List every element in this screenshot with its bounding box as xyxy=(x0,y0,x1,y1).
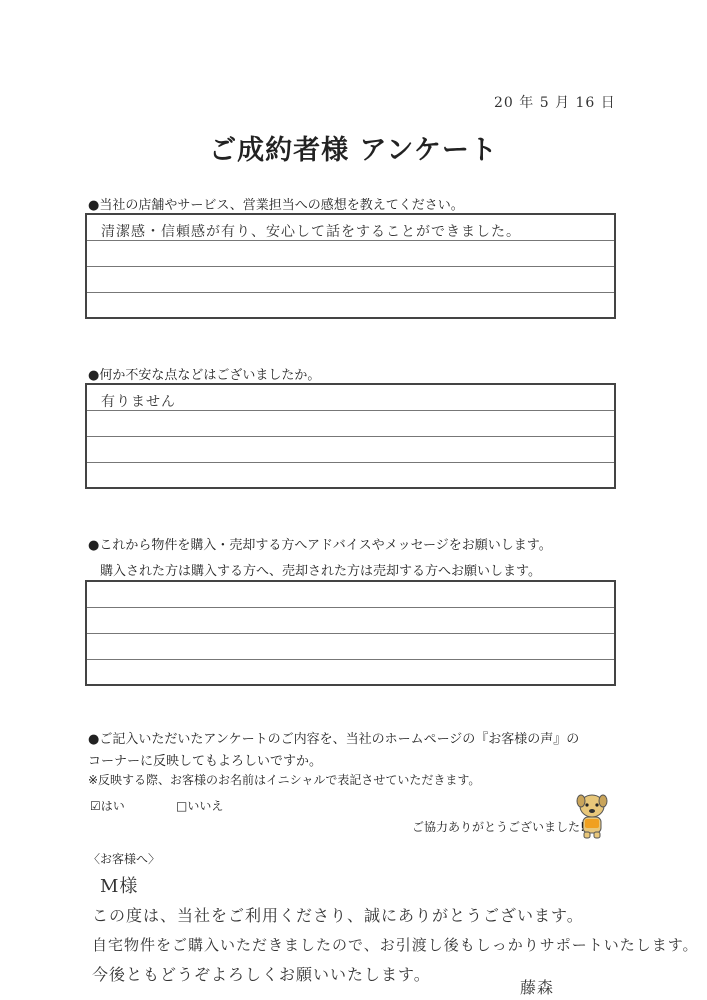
reply-line-2: 自宅物件をご購入いただきましたので、お引渡し後もしっかりサポートいたします。 xyxy=(92,936,699,954)
reply-to-label: 〈お客様へ〉 xyxy=(88,852,161,866)
question-2-label: ●何か不安な点などはございましたか。 xyxy=(88,368,321,383)
survey-date: 20 年 5 月 16 日 xyxy=(494,95,616,111)
question-1-label: ●当社の店舗やサービス、営業担当への感想を教えてください。 xyxy=(88,198,464,213)
reply-line-3: 今後ともどうぞよろしくお願いいたします。 xyxy=(92,965,431,984)
consent-no-option[interactable] xyxy=(176,797,223,814)
consent-yes-label: はい xyxy=(100,799,125,813)
answer-2-text: 有りません xyxy=(101,394,176,410)
thanks-message: ご協力ありがとうございました! xyxy=(412,820,585,834)
answer-box-3 xyxy=(85,580,616,686)
answer-box-2 xyxy=(85,383,616,489)
reply-line-1: この度は、当社をご利用くださり、誠にありがとうございます。 xyxy=(92,906,584,925)
answer-1-text: 清潔感・信頼感が有り、安心して話をすることができました。 xyxy=(101,224,521,240)
page-title: ご成約者様 アンケート xyxy=(209,135,498,166)
consent-yes-option[interactable] xyxy=(90,797,125,814)
question-3-sublabel: 購入された方は購入する方へ、売却された方は売却する方へお願いします。 xyxy=(100,564,541,579)
consent-question-line1: ●ご記入いただいたアンケートのご内容を、当社のホームページの『お客様の声』の xyxy=(88,732,580,747)
checkbox-empty-icon[interactable]: □ xyxy=(176,799,188,813)
staff-signature: 藤森 xyxy=(520,978,555,997)
consent-no-label: いいえ xyxy=(187,799,224,813)
consent-question-line2: コーナーに反映してもよろしいですか。 xyxy=(88,754,323,769)
checkbox-checked-icon[interactable]: ☑ xyxy=(90,799,101,813)
reply-customer-name: M様 xyxy=(100,876,139,897)
consent-note: ※反映する際、お客様のお名前はイニシャルで表記させていただきます。 xyxy=(88,773,481,787)
answer-box-1 xyxy=(85,213,616,319)
question-3-label: ●これから物件を購入・売却する方へアドバイスやメッセージをお願いします。 xyxy=(88,538,552,553)
